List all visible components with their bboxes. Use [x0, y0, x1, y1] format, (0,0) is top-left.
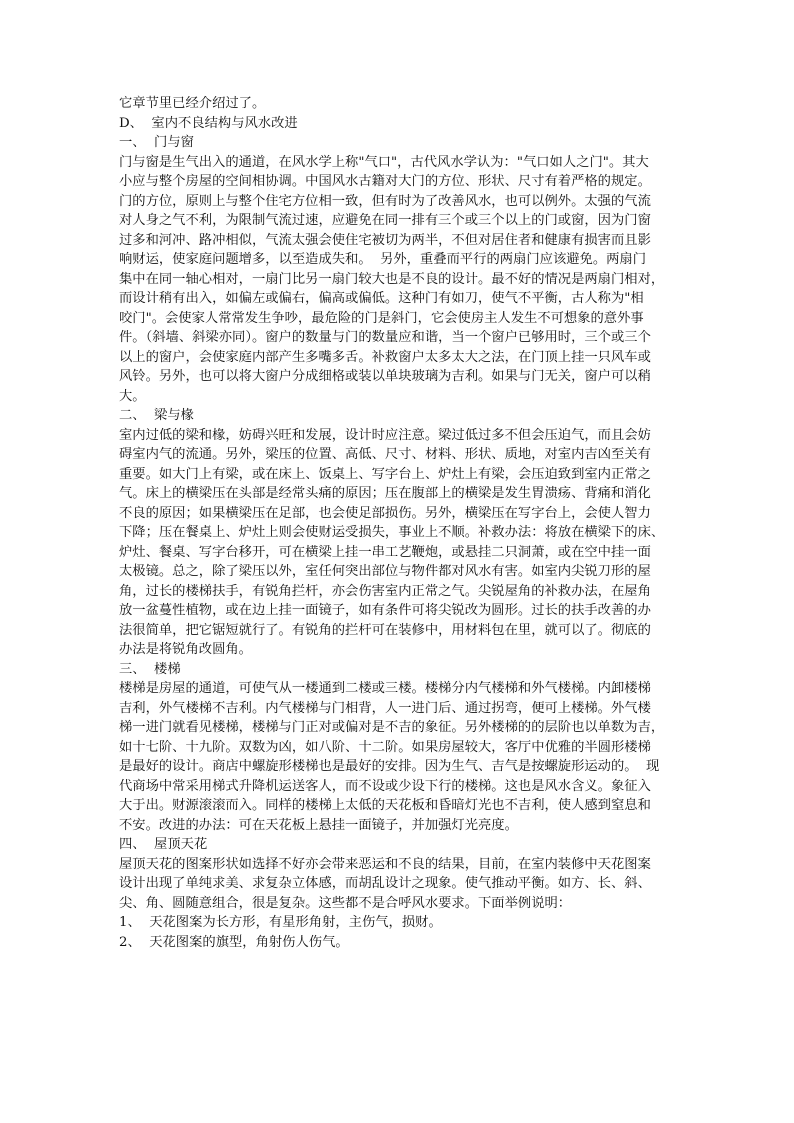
text-line: 代商场中常采用梯式升降机运送客人，而不设或少设下行的楼梯。这也是风水含义。象征入	[119, 778, 651, 794]
text-line: 气。床上的横梁压在头部是经常头痛的原因；压在腹部上的横梁是发生胃溃疡、背痛和消化	[119, 486, 651, 501]
text-line: 如十七阶、十九阶。双数为凶，如八阶、十二阶。如果房屋较大，客厅中优雅的半圆形楼梯	[119, 739, 651, 755]
section-heading: D、 室内不良结构与风水改进	[119, 115, 298, 131]
text-line: 大。	[119, 388, 146, 404]
text-line: 炉灶、餐桌、写字台移开，可在横梁上挂一串工艺鞭炮，或悬挂二只洞萧，或在空中挂一面	[119, 544, 651, 560]
text-line: 太极镜。总之，除了梁压以外，室任何突出部位与物件都对风水有害。如室内尖锐刀形的屋	[119, 564, 651, 579]
text-line: 办法是将锐角改圆角。	[119, 642, 252, 657]
text-line: 集中在同一轴心相对，一扇门比另一扇门较大也是不良的设计。最不好的情况是两扇门相对，	[119, 271, 665, 287]
text-line: 下降；压在餐桌上、炉灶上则会使财运受损失，事业上不顺。补救办法：将放在横梁下的床、	[119, 525, 665, 540]
text-line: 风铃。另外，也可以将大窗户分成细格或装以单块玻璃为吉利。如果与门无关，窗户可以稍	[119, 369, 651, 384]
document-body	[119, 94, 679, 952]
list-item: 2、 天花图案的旗型，角射伤人伤气。	[119, 934, 349, 950]
text-line: 不安。改进的办法：可在天花板上悬挂一面镜子，并加强灯光亮度。	[119, 817, 518, 833]
text-line: 而设计稍有出入，如偏左或偏右，偏高或偏低。这种门有如刀，使气不平衡，古人称为"相	[119, 291, 644, 306]
text-line: 以上的窗户，会使家庭内部产生多嘴多舌。补救窗户太多太大之法，在门顶上挂一只风车或	[119, 349, 651, 365]
text-line: 响财运，使家庭问题增多，以至造成失和。 另外，重叠而平行的两扇门应该避免。两扇门	[119, 252, 647, 267]
text-line: 楼梯是房屋的通道，可使气从一楼通到二楼或三楼。楼梯分内气楼梯和外气楼梯。内卸楼梯	[119, 681, 651, 696]
text-line: 梯一进门就看见楼梯，楼梯与门正对或偏对是不吉的象征。另外楼梯的的层阶也以单数为吉，	[119, 720, 665, 735]
text-line: 重要。如大门上有梁，或在床上、饭桌上、写字台上、炉灶上有梁，会压迫致到室内正常之	[119, 466, 651, 482]
subsection-heading: 四、 屋顶天花	[119, 837, 208, 852]
text-line: 不良的原因；如果横梁压在足部，也会使足部损伤。另外，横梁压在写字台上，会使人智力	[119, 505, 651, 521]
text-line: 尖、角、圆随意组合，很是复杂。这些都不是合呼风水要求。下面举例说明：	[119, 895, 572, 911]
text-line: 吉利，外气楼梯不吉利。内气楼梯与门相背，人一进门后、通过拐弯，便可上楼梯。外气楼	[119, 700, 651, 716]
text-line: 过多和河冲、路冲相似，气流太强会使住宅被切为两半，不但对居住者和健康有损害而且影	[119, 232, 651, 248]
subsection-heading: 一、 门与窗	[119, 135, 194, 150]
text-line: 它章节里已经介绍过了。	[119, 96, 266, 111]
text-line: 室内过低的梁和椽，妨碍兴旺和发展，设计时应注意。梁过低过多不但会压迫气，而且会妨	[119, 427, 651, 443]
text-line: 屋顶天花的图案形状如选择不好亦会带来恶运和不良的结果，目前，在室内装修中天花图案	[119, 856, 651, 872]
text-line: 小应与整个房屋的空间相协调。中国风水古籍对大门的方位、形状、尺寸有着严格的规定。	[119, 174, 651, 189]
text-line: 门与窗是生气出入的通道，在风水学上称"气口"，古代风水学认为："气口如人之门"。其大	[119, 154, 649, 170]
text-line: 角，过长的楼梯扶手，有锐角拦杆，亦会伤害室内正常之气。尖锐屋角的补救办法，在屋角	[119, 583, 651, 599]
text-line: 大于出。财源滚滚而入。同样的楼梯上太低的天花板和昏暗灯光也不吉利，使人感到窒息和	[119, 798, 651, 813]
text-line: 咬门"。会使家人常常发生争吵，最危险的门是斜门，它会使房主人发生不可想象的意外事	[119, 310, 644, 326]
text-line: 门的方位，原则上与整个住宅方位相一致，但有时为了改善风水，也可以例外。太强的气流	[119, 193, 651, 209]
text-line: 设计出现了单纯求美、求复杂立体感，而胡乱设计之现象。使气推动平衡。如方、长、斜、	[119, 876, 651, 891]
list-item: 1、 天花图案为长方形，有星形角射，主伤气，损财。	[119, 915, 442, 930]
text-line: 是最好的设计。商店中螺旋形楼梯也是最好的安排。因为生气、吉气是按螺旋形运动的。 现	[119, 759, 660, 774]
subsection-heading: 三、 楼梯	[119, 661, 181, 677]
text-line: 碍室内气的流通。另外，梁压的位置、高低、尺寸、材料、形状、质地，对室内吉凶至关有	[119, 447, 651, 462]
text-line: 件。（斜墙、斜梁亦同）。窗户的数量与门的数量应和谐，当一个窗户已够用时，三个或三个	[119, 330, 651, 345]
text-line: 法很简单，把它锯短就行了。有锐角的拦杆可在装修中，用材料包在里，就可以了。彻底的	[119, 622, 651, 638]
text-line: 放一盆蔓性植物，或在边上挂一面镜子，如有条件可将尖锐改为圆形。过长的扶手改善的办	[119, 603, 651, 618]
subsection-heading: 二、 梁与椽	[119, 408, 194, 423]
text-line: 对人身之气不利，为限制气流过速，应避免在同一排有三个或三个以上的门或窗，因为门窗	[119, 213, 651, 228]
